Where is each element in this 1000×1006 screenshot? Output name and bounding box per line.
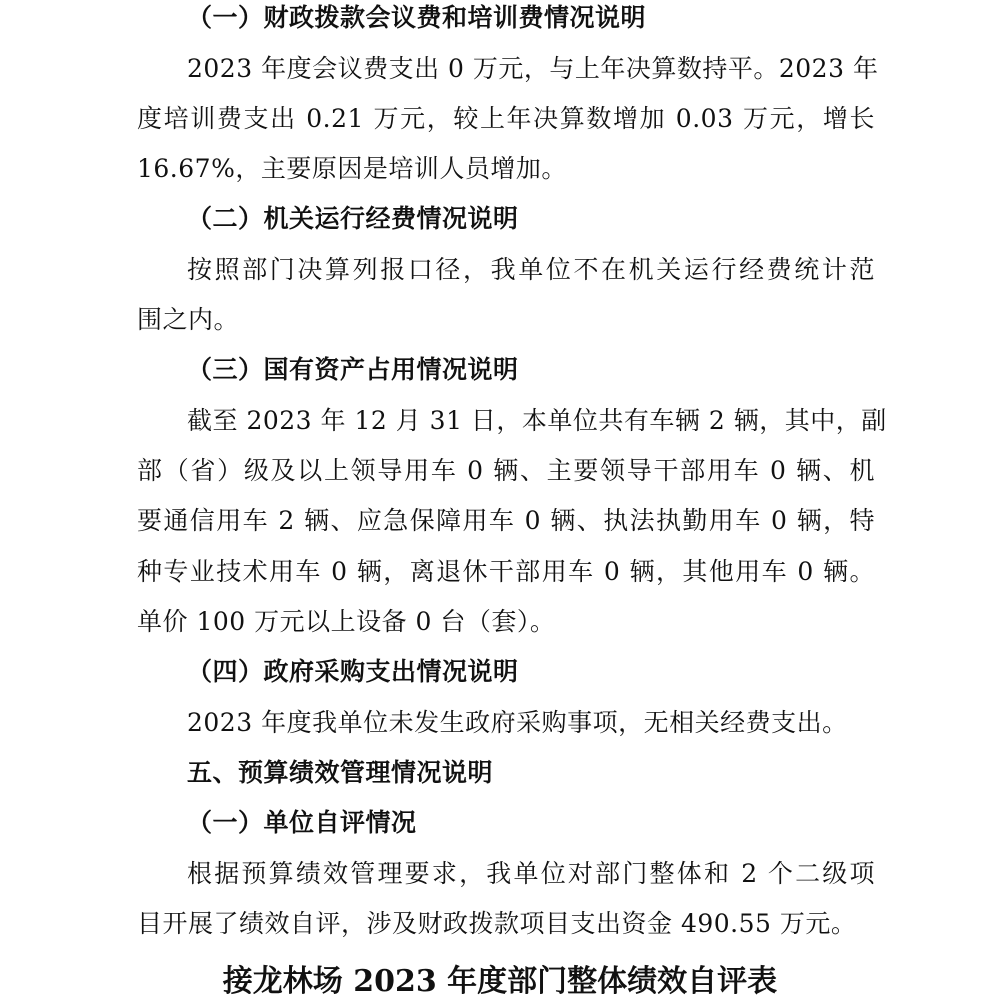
paragraph-line: 要通信用车 2 辆、应急保障用车 0 辆、执法执勤用车 0 辆，特	[137, 506, 875, 535]
paragraph-line: 部（省）级及以上领导用车 0 辆、主要领导干部用车 0 辆、机	[137, 456, 875, 485]
section-heading-procurement: （四）政府采购支出情况说明	[187, 657, 519, 686]
section-heading-meeting-training: （一）财政拨款会议费和培训费情况说明	[187, 3, 647, 32]
paragraph-line: 按照部门决算列报口径，我单位不在机关运行经费统计范	[187, 255, 875, 284]
paragraph-line: 16.67%，主要原因是培训人员增加。	[137, 154, 567, 183]
paragraph-line: 2023 年度会议费支出 0 万元，与上年决算数持平。2023 年	[187, 54, 879, 83]
paragraph-line: 单价 100 万元以上设备 0 台（套）。	[137, 607, 556, 636]
section-heading-performance: 五、预算绩效管理情况说明	[187, 758, 494, 787]
paragraph-line: 目开展了绩效自评，涉及财政拨款项目支出资金 490.55 万元。	[137, 909, 857, 938]
section-heading-self-evaluation: （一）单位自评情况	[187, 808, 417, 837]
paragraph-line: 度培训费支出 0.21 万元，较上年决算数增加 0.03 万元，增长	[137, 104, 875, 133]
section-heading-state-assets: （三）国有资产占用情况说明	[187, 355, 519, 384]
section-heading-operating-expenses: （二）机关运行经费情况说明	[187, 204, 519, 233]
table-title: 接龙林场 2023 年度部门整体绩效自评表	[222, 964, 778, 999]
paragraph-line: 截至 2023 年 12 月 31 日，本单位共有车辆 2 辆，其中，副	[187, 406, 887, 435]
paragraph-line: 2023 年度我单位未发生政府采购事项，无相关经费支出。	[187, 708, 848, 737]
paragraph-line: 种专业技术用车 0 辆，离退休干部用车 0 辆，其他用车 0 辆。	[137, 557, 875, 586]
paragraph-line: 根据预算绩效管理要求，我单位对部门整体和 2 个二级项	[187, 859, 875, 888]
paragraph-line: 围之内。	[137, 305, 240, 334]
